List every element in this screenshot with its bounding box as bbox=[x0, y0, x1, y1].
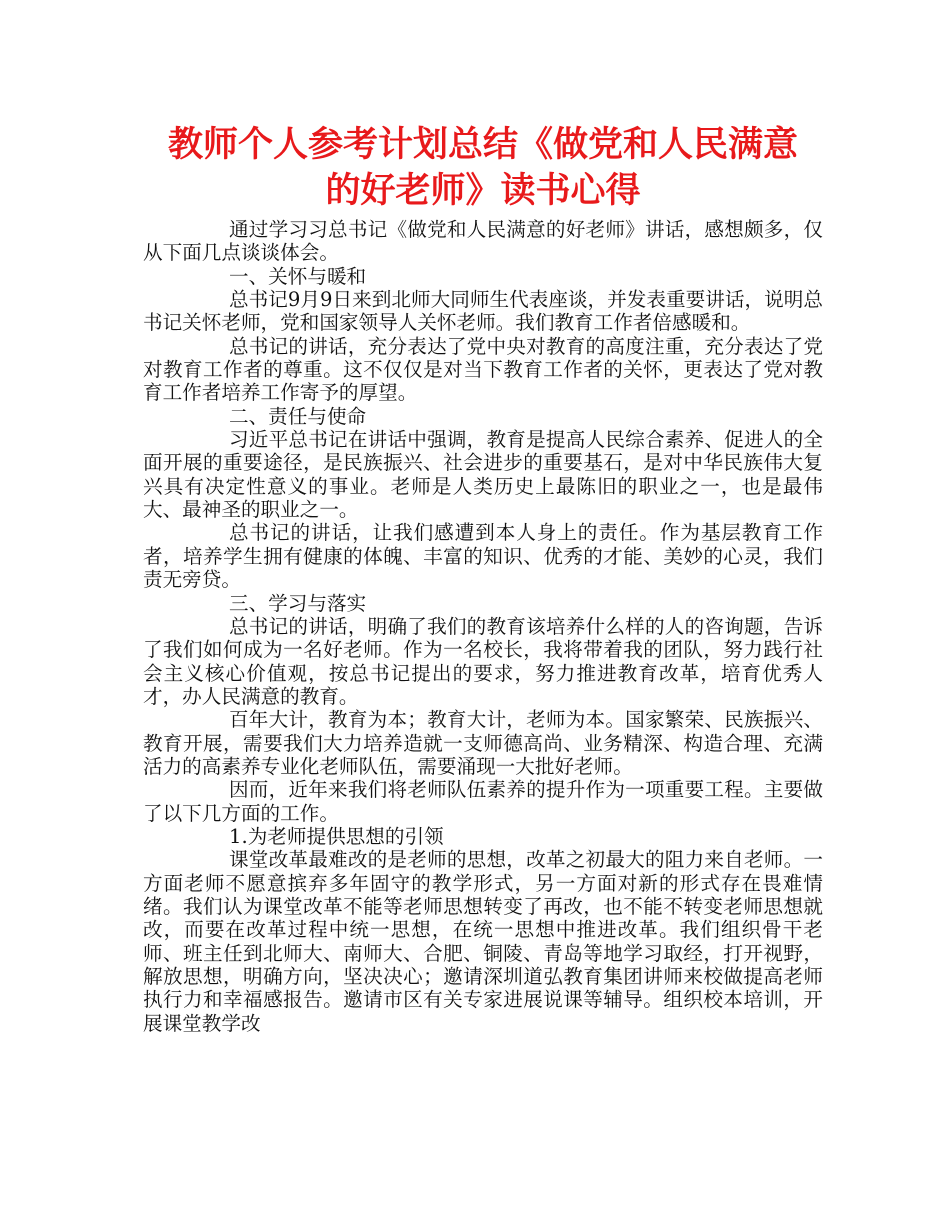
intro-paragraph: 通过学习习总书记《做党和人民满意的好老师》讲话，感想颇多，仅从下面几点谈谈体会。 bbox=[143, 218, 823, 265]
body-paragraph: 总书记的讲话，充分表达了党中央对教育的高度注重，充分表达了党对教育工作者的尊重。这不仅仅是对当下教育工作者的关怀，更表达了党对教育工作者培养工作寄予的厚望。 bbox=[143, 334, 823, 405]
body-paragraph: 总书记的讲话，明确了我们的教育该培养什么样的人的咨询题，告诉了我们如何成为一名好老师。作为一名校长，我将带着我的团队，努力践行社会主义核心价值观，按总书记提出的要求，努力推进教育改革，培育优秀人才，办人民满意的教育。 bbox=[143, 614, 823, 708]
body-paragraph: 因而，近年来我们将老师队伍素养的提升作为一项重要工程。主要做了以下几方面的工作。 bbox=[143, 778, 823, 825]
title-line-1: 教师个人参考计划总结《做党和人民满意 bbox=[167, 125, 798, 165]
body-paragraph: 总书记9月9日来到北师大同师生代表座谈，并发表重要讲话，说明总书记关怀老师，党和国家领导人关怀老师。我们教育工作者倍感暖和。 bbox=[143, 288, 823, 335]
title-line-2: 的好老师》读书心得 bbox=[325, 171, 641, 211]
document-page bbox=[143, 122, 823, 1035]
body-paragraph: 总书记的讲话，让我们感遭到本人身上的责任。作为基层教育工作者，培养学生拥有健康的体魄、丰富的知识、优秀的才能、美妙的心灵，我们责无旁贷。 bbox=[143, 521, 823, 592]
body-paragraph: 习近平总书记在讲话中强调，教育是提高人民综合素养、促进人的全面开展的重要途径，是民族振兴、社会进步的重要基石，是对中华民族伟大复兴具有决定性意义的事业。老师是人类历史上最陈旧的职业之一，也是最伟大、最神圣的职业之一。 bbox=[143, 428, 823, 522]
body-paragraph: 百年大计，教育为本；教育大计，老师为本。国家繁荣、民族振兴、教育开展，需要我们大力培养造就一支师德高尚、业务精深、构造合理、充满活力的高素养专业化老师队伍，需要涌现一大批好老师。 bbox=[143, 708, 823, 778]
document-title bbox=[143, 122, 823, 214]
document-body bbox=[143, 218, 823, 1035]
section-heading-3: 三、学习与落实 bbox=[229, 591, 367, 615]
subsection-heading-1: 1.为老师提供思想的引领 bbox=[229, 824, 444, 848]
section-heading-1: 一、关怀与暖和 bbox=[229, 264, 367, 288]
body-paragraph: 课堂改革最难改的是老师的思想，改革之初最大的阻力来自老师。一方面老师不愿意摈弃多年固守的教学形式，另一方面对新的形式存在畏难情绪。我们认为课堂改革不能等老师思想转变了再改，也不能不转变老师思想就改，而要在改革过程中统一思想，在统一思想中推进改革。我们组织骨干老师、班主任到北师大、南师大、合肥、铜陵、青岛等地学习取经，打开视野，解放思想，明确方向，坚决决心；邀请深圳道弘教育集团讲师来校做提高老师执行力和幸福感报告。邀请市区有关专家进展说课等辅导。组织校本培训，开展课堂教学改 bbox=[143, 848, 823, 1035]
section-heading-2: 二、责任与使命 bbox=[229, 404, 367, 428]
